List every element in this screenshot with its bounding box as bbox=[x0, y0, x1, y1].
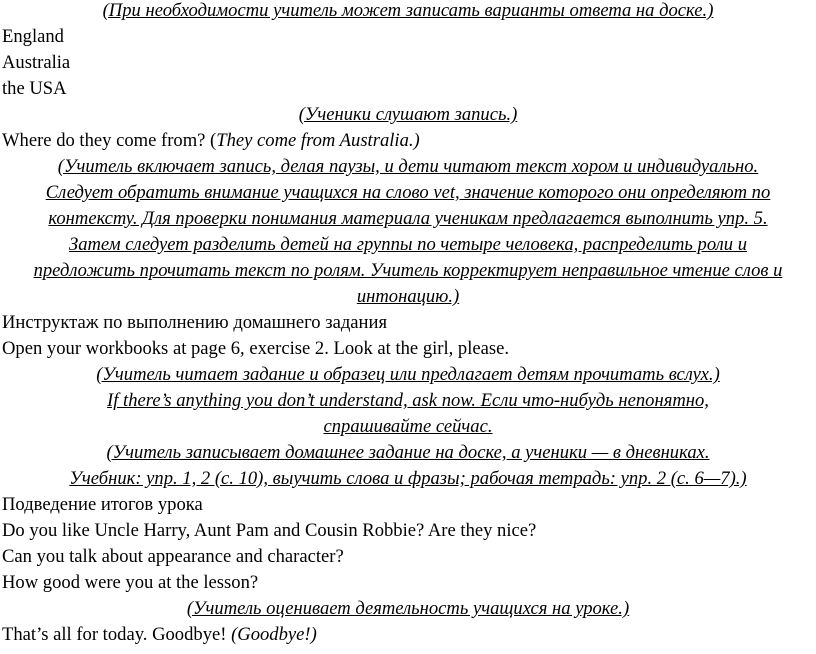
instruction-paragraph-line-2: Следует обратить внимание учащихся на слово vet, значение которого они определяют по bbox=[45, 182, 771, 203]
closing-reply: (Goodbye!) bbox=[231, 624, 317, 645]
ask-now-line-1: If there’s anything you don’t understand, ask now. Если что-нибудь непонятно, bbox=[107, 390, 709, 411]
teacher-note-board: (При необходимости учитель может записать варианты ответа на доске.) bbox=[102, 0, 714, 21]
workbook-instruction: Open your workbooks at page 6, exercise 2. Look at the girl, please. bbox=[2, 338, 510, 359]
instruction-paragraph-line-5: предложить прочитать текст по ролям. Учитель корректирует неправильное чтение слов и bbox=[33, 260, 783, 281]
question-where-from bbox=[2, 128, 814, 154]
closing-text: That’s all for today. Goodbye! bbox=[2, 624, 232, 645]
homework-note-line-2: Учебник: упр. 1, 2 (с. 10), выучить слова и фразы; рабочая тетрадь: упр. 2 (с. 6—7).) bbox=[69, 468, 747, 489]
section-heading-homework: Инструктаж по выполнению домашнего задания bbox=[2, 312, 388, 333]
instruction-paragraph-line-3: контексту. Для проверки понимания материала ученикам предлагается выполнить упр. 5. bbox=[48, 208, 768, 229]
question-text: Where do they come from? ( bbox=[2, 130, 217, 151]
ask-now-line-2: спрашивайте сейчас. bbox=[323, 416, 493, 437]
teacher-evaluates-note: (Учитель оценивает деятельность учащихся на уроке.) bbox=[186, 598, 630, 619]
answer-option-australia: Australia bbox=[2, 52, 71, 73]
question-uncle-harry: Do you like Uncle Harry, Aunt Pam and Cousin Robbie? Are they nice? bbox=[2, 520, 537, 541]
answer-option-usa: the USA bbox=[2, 78, 67, 99]
section-heading-summary: Подведение итогов урока bbox=[2, 494, 203, 515]
question-appearance: Can you talk about appearance and character? bbox=[2, 546, 344, 567]
answer-text: They come from Australia.) bbox=[216, 130, 420, 151]
students-listen-note: (Ученики слушают запись.) bbox=[298, 104, 518, 125]
closing-line bbox=[2, 622, 814, 648]
instruction-paragraph-line-1: (Учитель включает запись, делая паузы, и дети читают текст хором и индивидуально. bbox=[57, 156, 759, 177]
question-lesson: How good were you at the lesson? bbox=[2, 572, 259, 593]
instruction-paragraph-line-6: интонацию.) bbox=[356, 286, 460, 307]
answer-option-england: England bbox=[2, 26, 64, 47]
teacher-reads-task-note: (Учитель читает задание и образец или предлагает детям прочитать вслух.) bbox=[96, 364, 720, 385]
homework-note-line-1: (Учитель записывает домашнее задание на доске, а ученики — в дневниках. bbox=[106, 442, 710, 463]
instruction-paragraph-line-4: Затем следует разделить детей на группы по четыре человека, распределить роли и bbox=[69, 234, 747, 255]
